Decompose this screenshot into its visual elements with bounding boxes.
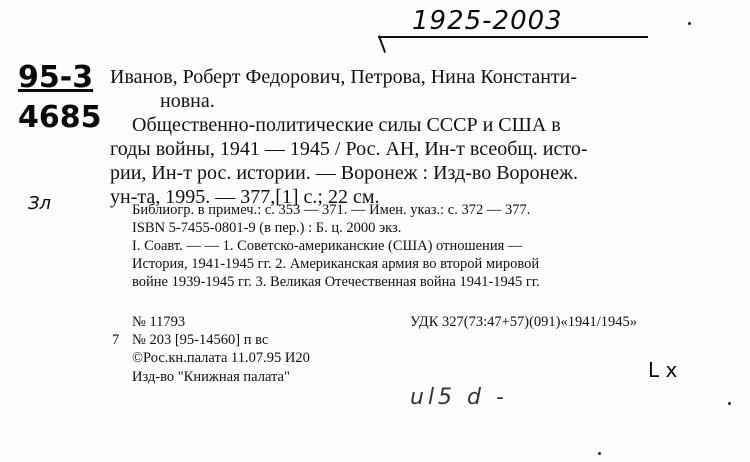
note-bibliography: Библиогр. в примеч.: с. 353 — 371. — Имен. указ.: с. 372 — 377. xyxy=(132,202,531,218)
margin-mark: Зл xyxy=(28,193,52,214)
corner-mark: L x xyxy=(648,358,678,382)
call-number-top: 95-3 xyxy=(18,60,94,95)
publisher-line: Изд-во "Книжная палата" xyxy=(132,369,290,385)
udk-code: УДК 327(73:47+57)(091)«1941/1945» xyxy=(410,314,638,330)
pencil-scribble: ul5 d - xyxy=(410,385,508,410)
title-line-2: годы войны, 1941 — 1945 / Рос. АН, Ин-т всеобщ. исто- xyxy=(110,138,588,160)
call-number-bottom: 4685 xyxy=(18,100,102,135)
order-number: № 203 [95-14560] п вс xyxy=(132,332,269,348)
years-underline xyxy=(378,36,648,38)
note-subjects-1: I. Соавт. — — 1. Советско-американские (США) отношения — xyxy=(132,238,523,254)
speck-dot xyxy=(728,402,731,405)
speck-dot xyxy=(688,22,691,25)
note-isbn: ISBN 5-7455-0801-9 (в пер.) : Б. ц. 2000 экз. xyxy=(132,220,402,236)
note-subjects-3: войне 1939-1945 гг. 3. Великая Отечественная война 1941-1945 гг. xyxy=(132,274,540,290)
title-line-4: ун-та, 1995. — 377,[1] с.; 22 см. xyxy=(110,186,380,208)
author-line-1: Иванов, Роберт Федорович, Петрова, Нина Константи- xyxy=(110,66,578,88)
copyright-line: ©Рос.кн.палата 11.07.95 И20 xyxy=(132,350,310,366)
title-line-1: Общественно-политические силы СССР и США в xyxy=(132,114,561,136)
title-line-3: рии, Ин-т рос. истории. — Воронеж : Изд-во Воронеж. xyxy=(110,162,578,184)
author-line-2: новна. xyxy=(160,90,215,112)
handwritten-years: 1925-2003 xyxy=(412,6,563,36)
record-number: № 11793 xyxy=(132,314,186,330)
note-subjects-2: История, 1941-1945 гг. 2. Американская армия во второй мировой xyxy=(132,256,540,272)
speck-dot xyxy=(598,452,601,455)
card-index-number: 7 xyxy=(112,332,120,348)
